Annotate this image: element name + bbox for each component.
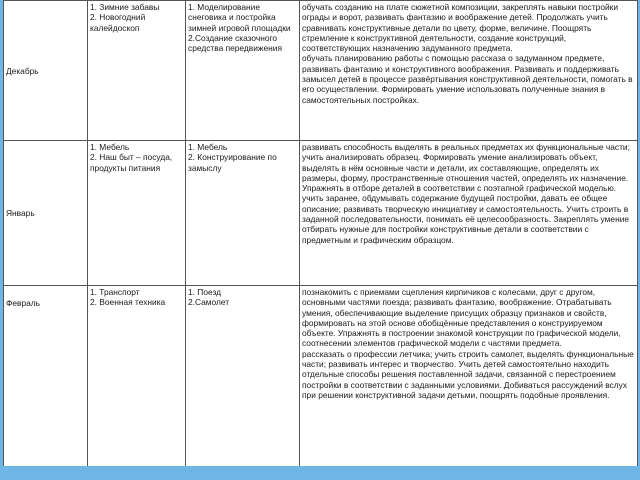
goals-text: развивать способность выделять в реальных предметах их функциональные части; учить анализировать образец. Формировать умение анализировать объект, выделять в нём основные части и детали, их составляющие, определять их размеры, форму, пространственные отношения частей, определять их назначение. Упражнять в отборе деталей в соответствии с поэтапной графической моделью. учить заранее, обдумывать содержание будущей постройки, давать ее общее описание; развивать творческую инициативу и самостоятельность. Учить строить в заданной последовательности, понимать её целесообразность. Закреплять умение отбирать нужные для постройки конструктивные детали в соответствии с предметным и графическим образцом. xyxy=(302,142,630,245)
table-row xyxy=(4,286,638,467)
activity-item: 1. Мебель xyxy=(188,142,228,152)
activity-plan-table xyxy=(3,0,638,467)
month-label: Февраль xyxy=(6,298,41,308)
theme-item: 1. Мебель xyxy=(90,142,130,152)
theme-item: 1. Транспорт xyxy=(90,287,140,297)
month-cell xyxy=(4,286,88,467)
bottom-bar xyxy=(0,466,640,480)
themes-cell xyxy=(88,1,186,141)
activities-cell xyxy=(186,1,300,141)
activity-item: 1. Поезд xyxy=(188,287,222,297)
month-cell xyxy=(4,1,88,141)
goals-text: обучать созданию на плате сюжетной композиции, закреплять навыки постройки ограды и ворот, развивать фантазию и воображение детей. Продолжать учить сравнивать конструктивные детали по цвету, форме, величине. Поощрять стремление к конструктивной деятельности, создание конструкций, соответствующих назначению задуманного предмета. обучать планированию работы с помощью рассказа о задуманном предмете, развивать фантазию и конструктивного воображения. Развивать и поддерживать замысел детей в процессе развёртывания конструктивной деятельности, помогать в его осуществлении. Формировать умение использовать полученные знания в самостоятельных постройках. xyxy=(302,2,633,105)
themes-cell xyxy=(88,141,186,286)
document-sheet xyxy=(3,0,637,466)
month-label: Декабрь xyxy=(6,65,39,76)
activity-item: 2. Конструирование по замыслу xyxy=(188,152,277,173)
goals-cell xyxy=(300,1,638,141)
theme-item: 2. Наш быт – посуда, продукты питания xyxy=(90,152,173,173)
goals-cell xyxy=(300,141,638,286)
month-cell xyxy=(4,141,88,286)
themes-cell xyxy=(88,286,186,467)
activity-item: 2.Самолет xyxy=(188,297,230,308)
theme-item: 2. Военная техника xyxy=(90,297,166,308)
activities-cell xyxy=(186,141,300,286)
theme-item: 1. Зимние забавы xyxy=(90,2,160,12)
activity-item: 1. Моделирование снеговика и постройка зимней игровой площадки xyxy=(188,2,291,33)
table-row xyxy=(4,141,638,286)
activities-cell xyxy=(186,286,300,467)
goals-text: познакомить с приемами сцепления кирпичиков с колесами, друг с другом, основными частями поезда; развивать фантазию, воображение. Отрабатывать умения, обеспечивающие выделение присущих образцу признаков и свойств, формировать на этой основе обобщённые представления о конструируемом объекте. Упражнять в построении знакомой конструкции по графической модели, соотнесении элементов графической модели с частями предмета. рассказать о профессии летчика; учить строить самолет, выделять функциональные части; развивать интерес и творчество. Учить детей самостоятельно находить отдельные способы решения поставленной задачи, связанной с перестроением постройки в соответствии с заданными условиями. Добиваться рассуждений вслух при решении конструктивной задачи детьми, поощрять подобные проявления. xyxy=(302,287,634,400)
table-row xyxy=(4,1,638,141)
goals-cell xyxy=(300,286,638,467)
theme-item: 2. Новогодний калейдоскоп xyxy=(90,12,146,33)
activity-item: 2.Создание сказочного средства передвижения xyxy=(188,32,283,54)
month-label: Январь xyxy=(6,208,35,219)
